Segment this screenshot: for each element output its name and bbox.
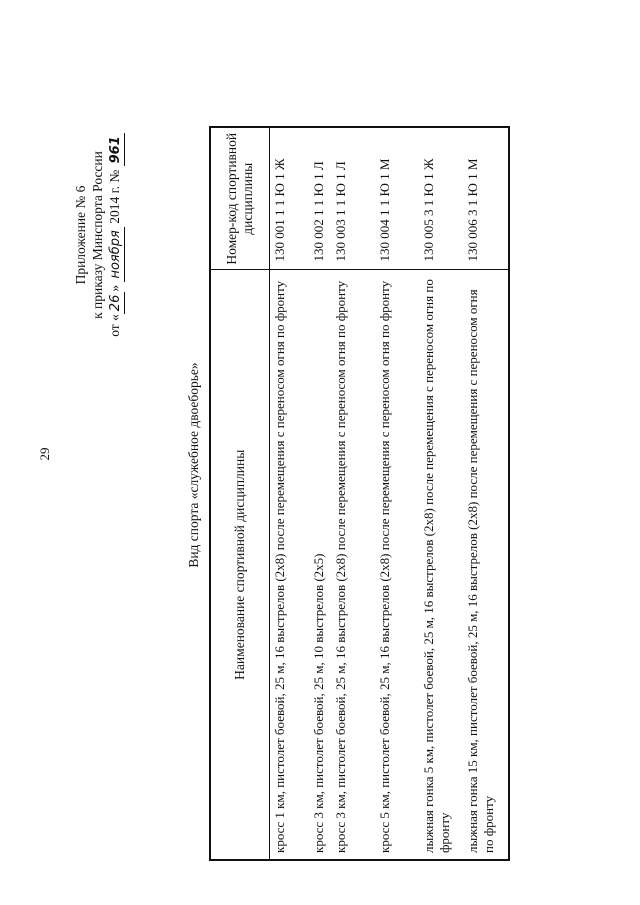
discipline-code: 130 006 3 1 Ю 1 М [463,127,510,270]
appendix-date-line [106,85,125,385]
table-row [375,127,419,860]
discipline-code: 130 001 1 1 Ю 1 Ж [270,127,309,270]
discipline-name: лыжная гонка 5 км, пистолет боевой, 25 м, 16 выстрелов (2х8) после перемещения с переносом огня по фронту [419,270,463,860]
discipline-name: кросс 5 км, пистолет боевой, 25 м, 16 выстрелов (2х8) после перемещения с переносом огня по фронту [375,270,419,860]
date-prefix: от « [107,314,122,337]
discipline-name: кросс 1 км, пистолет боевой, 25 м, 16 выстрелов (2х8) после перемещения с переносом огня по фронту [270,270,309,860]
table-row [270,127,309,860]
date-year: 2014 г. № [107,169,122,224]
table-row [463,127,510,860]
header-discipline-name: Наименование спортивной дисциплины [210,270,270,860]
sport-title: Вид спорта «служебное двоеборье» [186,362,201,568]
discipline-code: 130 003 1 1 Ю 1 Л [331,127,375,270]
discipline-code: 130 004 1 1 Ю 1 М [375,127,419,270]
handwritten-order-number: 961 [107,133,125,166]
disciplines-table [209,126,510,861]
appendix-header [72,85,125,385]
handwritten-day: 26 [107,292,125,315]
header-discipline-code: Номер-код спортивной дисциплины [210,127,270,270]
table-header-row [210,127,270,860]
discipline-name: лыжная гонка 15 км, пистолет боевой, 25 м, 16 выстрелов (2х8) после перемещения с переносом огня по фронту [463,270,510,860]
discipline-code: 130 005 3 1 Ю 1 Ж [419,127,463,270]
discipline-name: кросс 3 км, пистолет боевой, 25 м, 16 выстрелов (2х8) после перемещения с переносом огня по фронту [331,270,375,860]
date-day-close: » [107,284,122,292]
appendix-order-ref: к приказу Минспорта России [90,151,105,319]
handwritten-month: ноября [107,227,125,281]
table-row [419,127,463,860]
table-row [309,127,331,860]
page-number: 29 [37,447,52,461]
appendix-title: Приложение № 6 [73,185,88,285]
discipline-name: кросс 3 км, пистолет боевой, 25 м, 10 выстрелов (2х5) [309,270,331,860]
discipline-code: 130 002 1 1 Ю 1 Л [309,127,331,270]
table-row [331,127,375,860]
